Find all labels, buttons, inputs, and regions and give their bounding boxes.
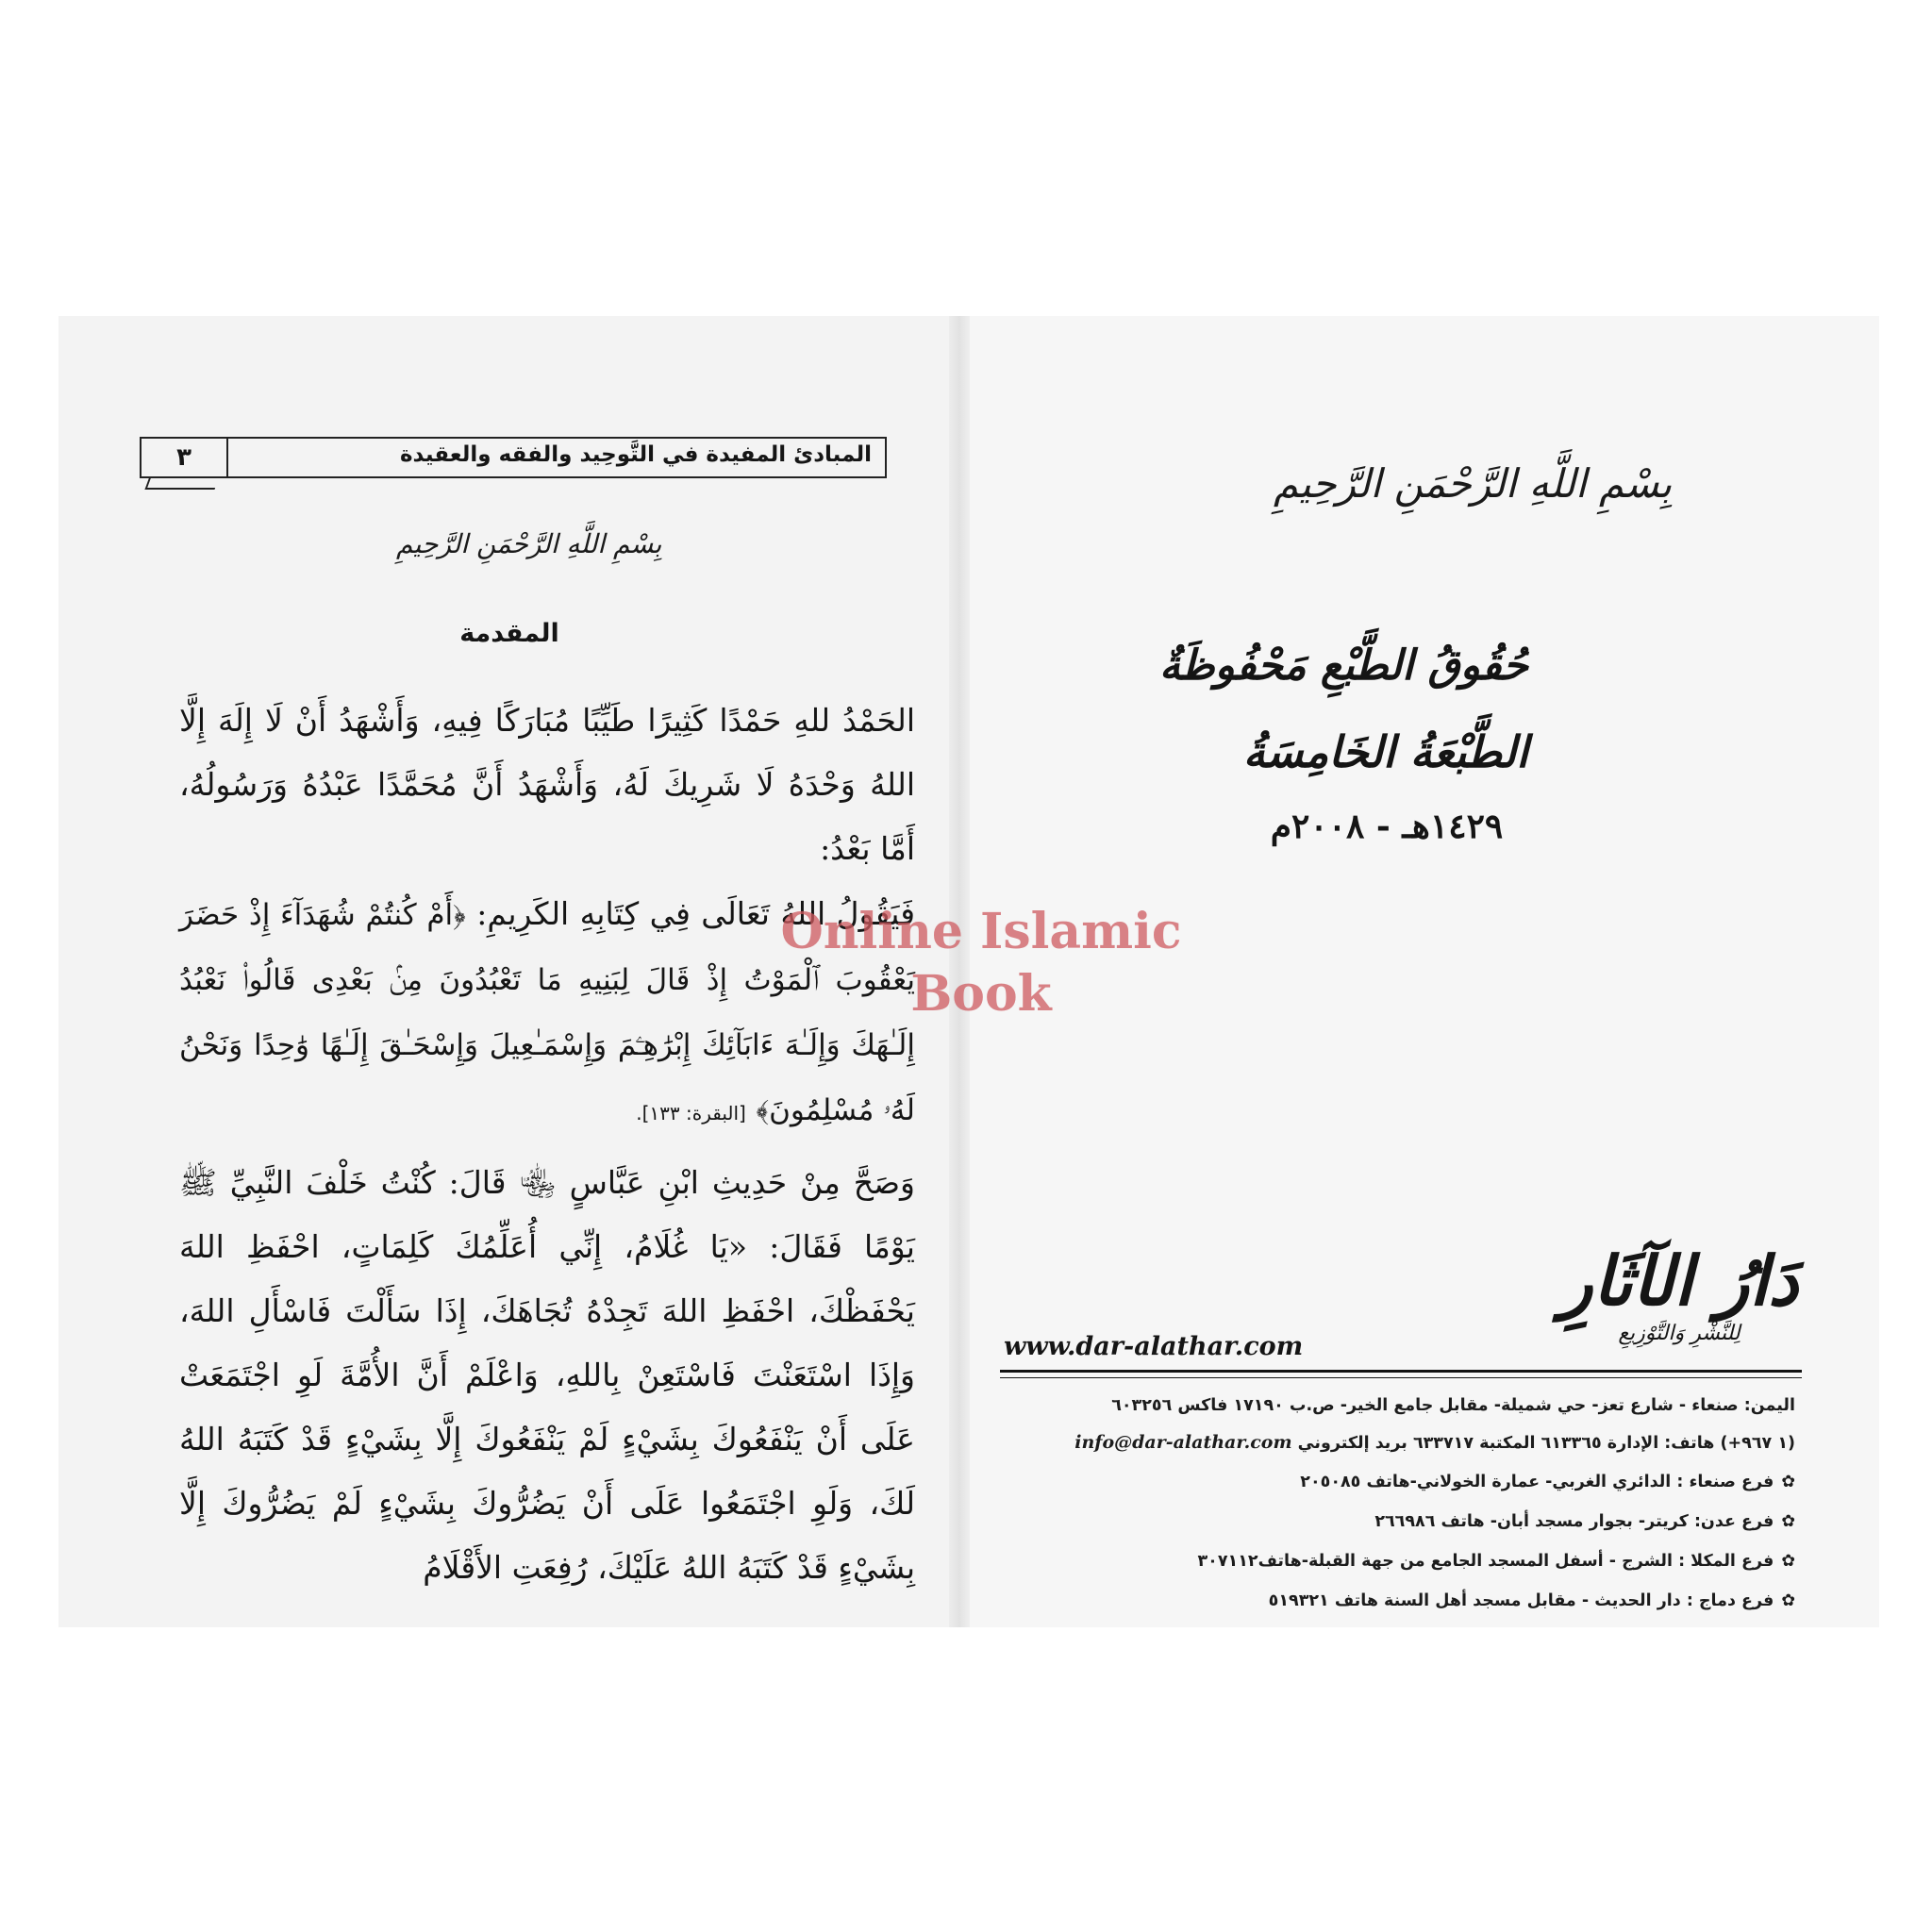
flower-bullet-icon: ✿ <box>1781 1512 1795 1531</box>
watermark <box>774 901 1189 1025</box>
branch-item <box>1198 1552 1796 1571</box>
page-number: ٣ <box>142 437 228 478</box>
flower-bullet-icon: ✿ <box>1781 1473 1795 1491</box>
divider-thin <box>1000 1377 1802 1378</box>
branch-text: فرع دماج : دار الحديث - مقابل مسجد أهل السنة هاتف ٥١٩٣٢١ <box>1268 1591 1774 1610</box>
branch-item <box>1269 1591 1795 1610</box>
branch-text: فرع عدن: كريتر- بجوار مسجد أبان- هاتف ٢٦٦٩٨٦ <box>1374 1512 1774 1531</box>
branch-text: فرع المكلا : الشرج - أسفل المسجد الجامع من جهة القبلة-هاتف٣٠٧١١٢ <box>1197 1552 1774 1571</box>
branch-text: فرع صنعاء : الدائري الغربي- عمارة الخولاني-هاتف ٢٠٥٠٨٥ <box>1300 1473 1774 1491</box>
publisher-address: اليمن: صنعاء - شارع تعز- حي شميلة- مقابل جامع الخير- ص.ب ١٧١٩٠ فاكس ٦٠٣٢٥٦ <box>1111 1396 1795 1415</box>
divider-thick <box>1000 1370 1802 1373</box>
flower-bullet-icon: ✿ <box>1781 1552 1795 1571</box>
publisher-website[interactable]: www.dar-alathar.com <box>1004 1332 1304 1361</box>
publisher-tagline: لِلنَّشْرِ وَالتَّوْزِيعِ <box>1618 1322 1740 1345</box>
running-header <box>140 437 887 478</box>
flower-bullet-icon: ✿ <box>1781 1591 1795 1610</box>
publisher-email[interactable]: info@dar-alathar.com <box>1074 1432 1292 1453</box>
publisher-logo <box>1547 1243 1811 1358</box>
book-title: المبادئ المفيدة في التَّوحِيد والفقه والعقيدة <box>399 442 872 467</box>
publisher-phone <box>1074 1432 1795 1453</box>
phone-text: (١ ٩٦٧+) هاتف: الإدارة ٦١٣٣٦٥ المكتبة ٦٣٣٧١٧ بريد إلكتروني <box>1297 1434 1795 1453</box>
edition-label: الطَّبْعَةُ الخَامِسَةُ <box>1242 726 1528 777</box>
quran-verse: ﴿أَمْ كُنتُمْ شُهَدَآءَ إِذْ حَضَرَ يَعْقُوبَ ٱلْمَوْتُ إِذْ قَالَ لِبَنِيهِ مَا تَعْبُدُونَ مِنۢ بَعْدِى قَالُوا۟ نَعْبُدُ إِلَـٰهَكَ وَإِلَـٰهَ ءَابَآئِكَ إِبْرَٰهِـۧمَ وَإِسْمَـٰعِيلَ وَإِسْحَـٰقَ إِلَـٰهًا وَٰحِدًا وَنَحْنُ لَهُۥ مُسْلِمُونَ﴾ <box>179 898 915 1127</box>
basmala-heading: بِسْمِ اللَّهِ الرَّحْمَنِ الرَّحِيمِ <box>396 528 662 559</box>
intro-paragraph: الحَمْدُ للهِ حَمْدًا كَثِيرًا طَيِّبًا مُبَارَكًا فِيهِ، وَأَشْهَدُ أَنْ لَا إِلَهَ إِلَّا اللهُ وَحْدَهُ لَا شَرِيكَ لَهُ، وَأَشْهَدُ أَنَّ مُحَمَّدًا عَبْدُهُ وَرَسُولُهُ، أَمَّا بَعْدُ: <box>179 702 915 867</box>
basmala-calligraphy: بِسْمِ اللَّهِ الرَّحْمَنِ الرَّحِيمِ <box>1274 460 1673 507</box>
copyright-notice: حُقُوقُ الطَّبْعِ مَحْفُوظَةٌ <box>1159 641 1528 690</box>
publisher-name: دَارُ الآثَارِ <box>1559 1241 1799 1321</box>
branch-item <box>1300 1473 1795 1491</box>
hadith-paragraph: وَصَحَّ مِنْ حَدِيثِ ابْنِ عَبَّاسٍ ﵄ قَالَ: كُنْتُ خَلْفَ النَّبِيِّ ﷺ يَوْمًا فَقَالَ: «يَا غُلَامُ، إِنِّي أُعَلِّمُكَ كَلِمَاتٍ، احْفَظِ اللهَ يَحْفَظْكَ، احْفَظِ اللهَ تَجِدْهُ تُجَاهَكَ، إِذَا سَأَلْتَ فَاسْأَلِ اللهَ، وَإِذَا اسْتَعَنْتَ فَاسْتَعِنْ بِاللهِ، وَاعْلَمْ أَنَّ الأُمَّةَ لَوِ اجْتَمَعَتْ عَلَى أَنْ يَنْفَعُوكَ بِشَيْءٍ لَمْ يَنْفَعُوكَ إِلَّا بِشَيْءٍ قَدْ كَتَبَهُ اللهُ لَكَ، وَلَوِ اجْتَمَعُوا عَلَى أَنْ يَضُرُّوكَ بِشَيْءٍ لَمْ يَضُرُّوكَ إِلَّا بِشَيْءٍ قَدْ كَتَبَهُ اللهُ عَلَيْكَ، رُفِعَتِ الأَقْلَامُ <box>179 1164 915 1586</box>
quran-reference: [البقرة: ١٣٣]. <box>636 1102 746 1124</box>
section-title: المقدمة <box>459 619 559 648</box>
watermark-line-2: Book <box>910 965 1052 1023</box>
quran-intro: فَيَقُولُ اللهُ تَعَالَى فِي كِتَابِهِ الكَرِيمِ: <box>476 895 915 932</box>
watermark-line-1: Online Islamic <box>780 903 1182 960</box>
edition-date: ١٤٢٩هـ - ٢٠٠٨م <box>1270 807 1504 846</box>
branch-item <box>1374 1512 1795 1531</box>
